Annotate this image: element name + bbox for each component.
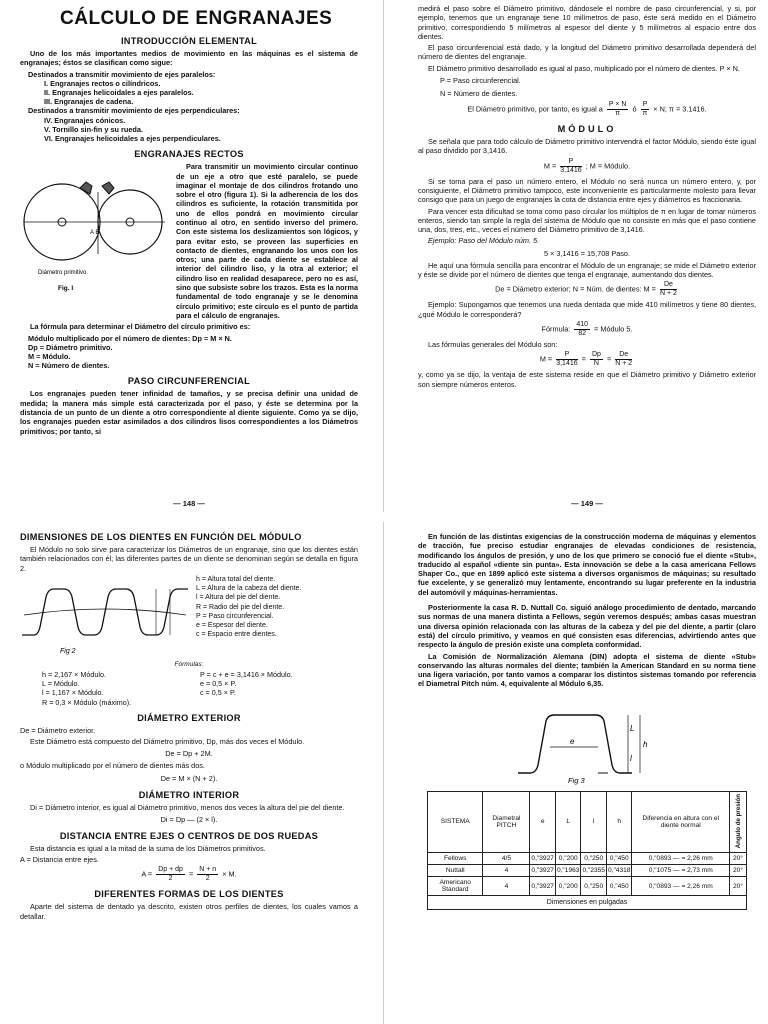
formula-text: De = Diámetro exterior; N = Núm. de dientes: M = — [495, 284, 656, 294]
formulas-label: Fórmulas: — [174, 660, 204, 668]
paragraph: He aquí una fórmula sencilla para encontrar el Módulo de un engranaje; se mide el Diámetro exterior y éste se divide por el número de dientes que tenga el engranaje, aumentando dos dientes. — [418, 260, 756, 280]
formula-general — [418, 351, 756, 368]
numerator: P — [556, 351, 577, 360]
paragraph: medirá el paso sobre el Diámetro primitivo, dándosele el nombre de paso circunferencial, y si, por ejemplo, tenemos que un engranaje tiene 10 milímetros de paso, éste será medido en el Diámetro primitivo, correspondiendo 5 milímetros al espesor del diente y 5 milímetros al espacio entre dos dientes. — [418, 4, 756, 41]
fraction — [556, 351, 577, 368]
numerator: Dp + dp — [158, 866, 183, 874]
table-cell: 20° — [730, 877, 747, 896]
page-148 — [20, 0, 358, 512]
table-cell: 0,"3927 — [530, 865, 556, 877]
table-cell: 0,"250 — [581, 877, 607, 896]
formula: e = 0,5 × P. — [200, 679, 237, 689]
fraction — [560, 158, 581, 175]
table-cell: 0,"200 — [555, 877, 581, 896]
denominator: 2 — [205, 875, 210, 883]
formula-example — [418, 321, 756, 338]
table-cell: 0,"450 — [606, 877, 632, 896]
fig1-caption-b: Fig. I — [58, 285, 74, 293]
column-header: Diferencia en altura con el diente normal — [632, 791, 730, 852]
formula — [200, 698, 358, 707]
table-cell: 20° — [730, 865, 747, 877]
column-header: l — [581, 791, 607, 852]
formula: c = 0,5 × P. — [200, 688, 236, 698]
table-cell: 0,"4318 — [606, 865, 632, 877]
column-header: e — [530, 791, 556, 852]
section-heading: DIMENSIONES DE LOS DIENTES EN FUNCIÓN DEL MÓDULO — [20, 532, 302, 542]
table-cell: 0,"1963 — [555, 865, 581, 877]
paragraph: Aparte del sistema de dentado ya descrito, existen otros perfiles de dientes, los cuales vamos a detallar. — [20, 902, 358, 921]
fig2-caption: Fig 2 — [60, 647, 76, 655]
table-cell: 4 — [483, 865, 530, 877]
formula-text: = — [606, 354, 612, 364]
figure-1 — [20, 162, 170, 312]
paragraph: La fórmula para determinar el Diámetro del círculo primitivo es: — [30, 322, 251, 332]
page-gutter — [383, 522, 384, 1024]
numerator: P — [560, 158, 581, 167]
numerator: P — [642, 101, 648, 109]
numerator: De — [615, 351, 632, 360]
definition: N = Número de dientes. — [28, 361, 110, 371]
definition: P = Paso circunferencial. — [440, 76, 521, 86]
paragraph: La Comisión de Normalización Alemana (DIN) adopta el sistema de diente «Stub» conservando las alturas normales del diente; también la American Standard en su norma tiene una ligera variación, por tanto vamos a comparar los distintos sistemas tomando por referencia el Diametral Pitch núm. 4, equivalente al Módulo 6,35. — [418, 651, 756, 689]
column-header: SISTEMA — [428, 791, 483, 852]
formula-text: Fórmula: — [541, 324, 571, 334]
table-cell: Fellows — [428, 853, 483, 865]
formula-text: A = — [141, 869, 153, 879]
fraction — [574, 321, 590, 338]
paragraph: Este Diámetro está compuesto del Diámetro primitivo, Dp, más dos veces el Módulo. — [30, 737, 305, 746]
section-heading: DIÁMETRO EXTERIOR — [137, 712, 241, 723]
tooth-profile-diagram — [20, 575, 190, 661]
column-header: h — [606, 791, 632, 852]
table-cell: 0,"250 — [581, 853, 607, 865]
section-heading: INTRODUCCIÓN ELEMENTAL — [120, 36, 258, 46]
legend-item: e = Espesor del diente. — [196, 621, 268, 629]
table-cell: 0,"0893 — = 2,26 mm — [632, 877, 730, 896]
numerator: P × N — [608, 101, 627, 109]
column-header: L — [555, 791, 581, 852]
list-item: II. Engranajes helicoidales a ejes paralelos. — [44, 88, 194, 97]
denominator: 3,1416 — [560, 166, 582, 174]
table-cell: 0,"1075 — = 2,73 mm — [632, 865, 730, 877]
tooth-formulas — [42, 670, 358, 707]
legend-item: h = Altura total del diente. — [196, 575, 276, 583]
page-150 — [20, 522, 358, 1024]
denominator: N — [593, 360, 599, 368]
denominator: 3,1416 — [556, 360, 578, 368]
legend-item: L = Altura de la cabeza del diente. — [196, 585, 302, 593]
formula-text: = Módulo 5. — [594, 324, 633, 334]
section-heading: MÓDULO — [557, 124, 617, 135]
formula-defs — [20, 334, 358, 371]
page-title: CÁLCULO DE ENGRANAJES — [60, 8, 333, 29]
formula-outer-diameter — [418, 281, 756, 298]
formula-text: × N; π = 3.1416. — [653, 104, 707, 114]
fig1-caption-a: Diámetro primitivo — [38, 270, 87, 277]
fig3-L: L — [630, 723, 635, 733]
definition: M = Módulo. — [28, 351, 71, 361]
paragraph: Para vencer esta dificultad se toma como paso circular los múltiplos de π en lugar de tomar números enteros, siendo tan simple la regla del sistema de Módulo que no consiste en más que el paso contiene una, dos, tres, etc., veces el número del Diámetro primitivo de 3,1416. — [418, 206, 756, 235]
table-row — [428, 853, 747, 865]
paragraph: Las fórmulas generales del Módulo son: — [428, 339, 558, 349]
section-heading: DIFERENTES FORMAS DE LOS DIENTES — [94, 889, 284, 900]
page-number: — 148 — — [173, 499, 205, 508]
formula: L = Módulo. — [42, 679, 80, 689]
paragraph: Ejemplo: Supongamos que tenemos una rueda dentada que mide 410 milímetros y tiene 80 dientes, ¿qué Módulo le corresponderá? — [418, 300, 756, 319]
formula: P = c + e = 3,1416 × Módulo. — [200, 669, 293, 679]
list-item: I. Engranajes rectos o cilíndricos. — [44, 78, 161, 88]
paragraph: Si se toma para el paso un número entero, el Módulo no será nunca un número entero, y, por consiguiente, el Diámetro primitivo tampoco, este inconveniente es particularmente molesto para llevar consigo que para un juego de engranajes la cota de distancia entre ejes y diámetros es fraccionaria. — [418, 176, 756, 205]
formula-primitive-diameter — [418, 101, 756, 118]
table-cell: Americano Standard — [428, 877, 483, 896]
paragraph: A = Distancia entre ejes. — [20, 855, 99, 865]
paragraph: o Módulo multiplicado por el número de dientes más dos. — [20, 761, 205, 771]
fig3-caption: Fig 3 — [568, 775, 585, 785]
paragraph: Para transmitir un movimiento circular continuo de un eje a otro que esté paralelo, se puede imaginar el montaje de dos cilindros frotando uno sobre el otro (figura 1). Si la adherencia de los dos cilindros es suficiente, la rotación transmitida por uno de ellos pondrá en movimiento circular continuo al otro, en sentido inverso del primero. Con este sistema los deslizamientos son lógicos, y para evitar esto, se proveen las superficies en contacto de dientes, engranando los unos con los otros; una parte de cada diente se establece al interior del cilindro liso, y la otra al exterior; el cilindro liso en realidad desaparece, pero no es así, sino que subsiste sobre los trazos. Esta es la norma fundamental de todo engranaje y se le denomina círculo primitivo; este círculo es el punto de partida para el cálculo de engranajes. — [176, 162, 358, 320]
table-row — [428, 877, 747, 896]
paragraph: El Módulo no solo sirve para caracterizar los Diámetros de un engranaje, sino que los dientes están también relacionados con él; las diferentes partes de un diente se denominan según se detalla en figura 2. — [20, 545, 358, 573]
fraction — [615, 351, 632, 368]
paragraph: Los engranajes pueden tener infinidad de tamaños, y se precisa definir una unidad de medida; la manera más simple está caracterizada por el paso, y éste se determina por la distancia de un punto de un diente a otro correspondiente al diente siguiente. Como ya se dijo, los engranajes pueden estar asimilados a dos cilindros lisos correspondientes a los Diámetros primitivos; por tanto, si — [20, 389, 358, 436]
paragraph: En función de las distintas exigencias de la construcción moderna de máquinas y elementos de tracción, fue preciso estudiar engranajes de elevadas condiciones de resistencia, modificando los ángulos de presión, y uno de los que primero se conoció fue el diente «Stub», traducido al español «diente sin punta». Esta innovación se debe a la casa americana Fellows Shaper Co., que en 1899 aplicó este sistema a diversos organismos de máquinas; su resultado fue excelente, y se generalizó muy lentamente, encontrando su lugar preferente en la industria del automóvil y máquinas-herramientas. — [418, 532, 756, 597]
formula: Módulo multiplicado por el número de dientes: Dp = M × N. — [28, 333, 232, 343]
fraction — [660, 281, 677, 298]
definition: N = Número de dientes. — [440, 89, 518, 99]
column-header: Diametral PITCH — [483, 791, 530, 852]
paragraph: Di = Diámetro interior, es igual al Diámetro primitivo, menos dos veces la altura del pie del diente. — [30, 802, 345, 812]
formula-axis-distance — [20, 866, 358, 883]
formula: l = 1,167 × Módulo. — [42, 688, 104, 698]
table-row — [428, 865, 747, 877]
table-cell: 0,"0893 — = 2,26 mm — [632, 853, 730, 865]
gear-cylinders-diagram — [20, 162, 170, 302]
fraction — [607, 101, 629, 118]
table-cell: 0,"3927 — [530, 853, 556, 865]
page-149 — [418, 0, 756, 512]
tooth-legend — [196, 575, 301, 639]
fraction — [590, 351, 603, 368]
fraction — [197, 866, 218, 883]
table-cell: 4/5 — [483, 853, 530, 865]
table-cell: 20° — [730, 853, 747, 865]
table-cell: 0,"2355 — [581, 865, 607, 877]
paragraph: Se señala que para todo cálculo de Diámetro primitivo intervendrá el factor Módulo, siendo éste igual al paso dividido por 3,1416. — [418, 137, 756, 156]
paragraph: El Diámetro primitivo desarrollado es igual al paso, multiplicado por el número de dientes. P × N. — [428, 63, 740, 73]
column-header — [730, 791, 747, 852]
definition: Dp = Diámetro primitivo. — [28, 342, 113, 352]
section-heading: DIÁMETRO INTERIOR — [138, 789, 240, 800]
paragraph: Esta distancia es igual a la mitad de la suma de los Diámetros primitivos. — [30, 843, 266, 853]
formula: Di = Dp — (2 × l). — [160, 814, 218, 824]
gear-systems-table — [427, 791, 747, 896]
formula-text: = — [188, 869, 194, 879]
denominator: π — [642, 110, 648, 118]
formula: 5 × 3,1416 = 15,708 Paso. — [543, 248, 630, 258]
denominator: 82 — [578, 329, 587, 337]
paragraph: Uno de los más importantes medios de movimiento en las máquinas es el sistema de engranajes; éstos se clasifican como sigue: — [20, 49, 358, 68]
fig1-ab-label: A B — [90, 230, 100, 237]
section-heading: DISTANCIA ENTRE EJES O CENTROS DE DOS RUEDAS — [59, 830, 319, 841]
formula: De = M × (N + 2). — [160, 773, 218, 783]
formula: De = Dp + 2M. — [165, 749, 213, 759]
formula-text: ó — [632, 104, 637, 114]
paragraph: Posteriormente la casa R. D. Nuttall Co. siguió análogo procedimiento de dentado, marcando sus normas de una manera distinta a Fellows, según veremos después; ambas casas muestran una diversa opinión relacionada con las alturas de la cabeza y del pie del diente, a partir (claro está) del círculo primitivo, y veamos en qué consisten esas diferencias, advirtiendo antes que respecto la ángulo de presión existe una completa conformidad. — [418, 603, 756, 650]
formula-text: El Diámetro primitivo, por tanto, es igual a — [467, 104, 603, 114]
figure-3-stub-tooth — [418, 693, 756, 785]
fraction — [641, 101, 650, 118]
formula-text: = — [581, 354, 586, 364]
page-151 — [418, 522, 756, 1024]
numerator: De — [660, 281, 677, 290]
denominator: 2 — [168, 875, 173, 883]
denominator: π — [615, 110, 621, 118]
figure-2-block — [20, 575, 358, 661]
list-item: III. Engranajes de cadena. — [44, 97, 134, 107]
gear-list-parallel — [20, 70, 358, 144]
table-footer: Dimensiones en pulgadas — [427, 896, 747, 910]
table-cell: 0,"450 — [606, 853, 632, 865]
numerator: N + n — [199, 866, 217, 874]
paragraph: y, como ya se dijo, la ventaja de este sistema reside en que el Diámetro primitivo y Diámetro exterior son siempre números enteros. — [418, 370, 756, 389]
fig3-h: h — [643, 739, 648, 749]
paragraph: El paso circunferencial está dado, y la longitud del Diámetro primitivo desarrollada dependerá del número de dientes del engranaje. — [418, 43, 756, 62]
formula-text: ; M = Módulo. — [585, 161, 631, 171]
formula-module — [418, 158, 756, 175]
section-heading: PASO CIRCUNFERENCIAL — [127, 376, 251, 387]
legend-item: P = Paso circunferencial. — [196, 612, 274, 620]
table-cell: Nuttall — [428, 865, 483, 877]
list-item: V. Tornillo sin-fin y su rueda. — [44, 124, 143, 134]
legend-item: c = Espacio entre dientes. — [196, 631, 277, 639]
table-cell: 4 — [483, 877, 530, 896]
formula: h = 2,167 × Módulo. — [42, 669, 106, 679]
list-item: VI. Engranajes helicoidales a ejes perpendiculares. — [44, 134, 221, 144]
formula-text: M = — [539, 354, 553, 364]
paragraph: Ejemplo: Paso del Módulo núm. 5. — [428, 236, 540, 246]
fig3-l: l — [630, 753, 632, 763]
page-number: — 149 — — [571, 499, 603, 508]
table-header-row — [428, 791, 747, 852]
formula-text: M = — [543, 161, 557, 171]
column-header-text: Ángulo de presión — [734, 793, 742, 849]
paragraph: De = Diámetro exterior. — [20, 725, 96, 735]
list-heading: Destinados a transmitir movimiento de ejes perpendiculares: — [28, 106, 240, 116]
denominator: N + 2 — [659, 290, 677, 298]
page-gutter — [383, 0, 384, 512]
table-cell: 0,"3927 — [530, 877, 556, 896]
list-item: IV. Engranajes cónicos. — [44, 115, 126, 125]
section-heading: ENGRANAJES RECTOS — [134, 149, 244, 160]
fig3-e: e — [570, 736, 575, 746]
numerator: 410 — [576, 320, 589, 328]
fraction — [156, 866, 185, 883]
legend-item: l = Altura del pie del diente. — [196, 594, 281, 602]
list-heading: Destinados a transmitir movimiento de ejes paralelos: — [28, 69, 216, 79]
denominator: N + 2 — [615, 360, 633, 368]
legend-item: R = Radio del pie del diente. — [196, 603, 285, 611]
table-cell: 0,"200 — [555, 853, 581, 865]
formula: R = 0,3 × Módulo (máximo). — [42, 697, 132, 707]
numerator: Dp — [591, 351, 601, 359]
formula-text: × M. — [222, 869, 237, 879]
